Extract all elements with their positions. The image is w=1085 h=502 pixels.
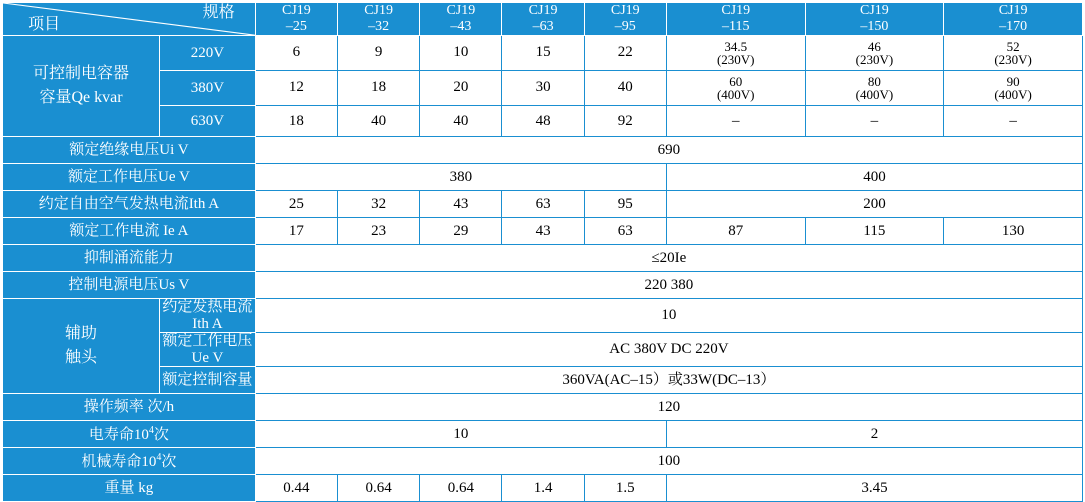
capacity-main: 15: [535, 44, 551, 61]
aux-row-value: 360VA(AC–15）或33W(DC–13）: [255, 367, 1082, 394]
capacity-value: [338, 71, 420, 106]
capacity-label-line1: 可控制电容器: [33, 65, 130, 83]
model-header-cell: [255, 3, 337, 36]
model-name-line2: –32: [368, 19, 390, 35]
model-name-line1: CJ19: [998, 3, 1028, 18]
row-value: 130: [944, 218, 1083, 245]
capacity-value: –: [666, 106, 805, 137]
model-name-line2: –63: [532, 19, 554, 35]
voltage-label-220v: 220V: [160, 36, 256, 71]
capacity-main: 30: [535, 79, 551, 96]
capacity-main: 9: [374, 44, 383, 61]
row-label: 约定自由空气发热电流Ith A: [3, 191, 256, 218]
row-value: 23: [338, 218, 420, 245]
capacity-group-label: [3, 36, 160, 137]
row-value: 87: [666, 218, 805, 245]
model-name-line1: CJ19: [282, 3, 311, 18]
row-value: 17: [255, 218, 337, 245]
model-name-line2: –150: [860, 19, 889, 35]
capacity-row-220v: [3, 36, 1083, 71]
capacity-value: [255, 71, 337, 106]
capacity-value: 40: [338, 106, 420, 137]
row-label: 抑制涌流能力: [3, 245, 256, 272]
row-label: 额定工作电流 Ie A: [3, 218, 256, 245]
row-label: 重量 kg: [3, 475, 256, 502]
capacity-label-line2: 容量Qe kvar: [39, 89, 123, 107]
capacity-sub: (230V): [716, 52, 755, 68]
capacity-main: 20: [453, 79, 469, 96]
table-header-row: [3, 3, 1083, 36]
row-rated-insulation-voltage: [3, 137, 1083, 164]
capacity-main: 34.5: [724, 38, 748, 54]
capacity-main: 18: [371, 79, 387, 96]
model-header-cell: [584, 3, 666, 36]
model-name-line2: –43: [450, 19, 472, 35]
row-rated-operating-current: [3, 218, 1083, 245]
model-header-cell: [805, 3, 944, 36]
row-label: 控制电源电压Us V: [3, 272, 256, 299]
capacity-main: 10: [453, 44, 469, 61]
capacity-sub: (230V): [855, 52, 894, 68]
row-label: [3, 421, 256, 448]
row-rated-operating-voltage: [3, 164, 1083, 191]
capacity-sub: (400V): [716, 87, 755, 103]
corner-header-cell: [3, 3, 256, 36]
model-header-cell: [338, 3, 420, 36]
row-value: 32: [338, 191, 420, 218]
model-name-line1: CJ19: [721, 3, 751, 18]
aux-row-label: 额定控制容量: [160, 367, 256, 394]
row-label: 额定工作电压Ue V: [3, 164, 256, 191]
capacity-value: [944, 36, 1083, 71]
aux-row-thermal-current: [3, 299, 1083, 333]
row-value: 0.64: [420, 475, 502, 502]
row-value: 220 380: [255, 272, 1082, 299]
row-value: 29: [420, 218, 502, 245]
capacity-main: 6: [292, 44, 301, 61]
capacity-main: 80: [867, 73, 881, 89]
row-value: 2: [666, 421, 1082, 448]
aux-row-rated-control-capacity: [3, 367, 1083, 394]
row-inrush-suppression: [3, 245, 1083, 272]
model-name-line1: CJ19: [860, 3, 889, 18]
capacity-value: 48: [502, 106, 584, 137]
capacity-sub: (230V): [994, 52, 1032, 68]
capacity-row-380v: [3, 71, 1083, 106]
row-label-text: 电寿命$10^4$次: [88, 424, 169, 443]
row-value: 100: [255, 448, 1082, 475]
capacity-value: [420, 71, 502, 106]
capacity-sub: (400V): [994, 87, 1032, 103]
spec-table-page: [0, 2, 1085, 496]
capacity-value: [584, 36, 666, 71]
row-value: 0.64: [338, 475, 420, 502]
capacity-main: 22: [617, 44, 633, 61]
row-value: ≤20Ie: [255, 245, 1082, 272]
model-name-line1: CJ19: [446, 3, 476, 18]
row-operating-frequency: [3, 394, 1083, 421]
row-value: 120: [255, 394, 1082, 421]
capacity-value: [255, 36, 337, 71]
row-label: [3, 448, 256, 475]
row-value: 10: [255, 421, 666, 448]
capacity-value: [338, 36, 420, 71]
row-value: 25: [255, 191, 337, 218]
capacity-value: 92: [584, 106, 666, 137]
aux-row-value: AC 380V DC 220V: [255, 333, 1082, 367]
row-value: 115: [805, 218, 944, 245]
model-header-cell: [502, 3, 584, 36]
model-name-line1: CJ19: [528, 3, 558, 18]
capacity-value: [666, 36, 805, 71]
capacity-value: [502, 36, 584, 71]
row-electrical-life: [3, 421, 1083, 448]
row-label: 操作频率 次/h: [3, 394, 256, 421]
capacity-sub: (400V): [855, 87, 894, 103]
capacity-value: [666, 71, 805, 106]
model-name-line2: –170: [999, 19, 1028, 35]
voltage-label-630v: 630V: [160, 106, 256, 137]
row-mechanical-life: [3, 448, 1083, 475]
row-value: 63: [584, 218, 666, 245]
row-label-text: 机械寿命$10^4$次: [81, 451, 177, 470]
row-value: 200: [666, 191, 1082, 218]
aux-row-label: 额定工作电压Ue V: [160, 333, 256, 367]
row-label: 额定绝缘电压Ui V: [3, 137, 256, 164]
capacity-main: 60: [729, 73, 743, 89]
voltage-label-380v: 380V: [160, 71, 256, 106]
capacity-value: 18: [255, 106, 337, 137]
capacity-value: 40: [420, 106, 502, 137]
row-value: 380: [255, 164, 666, 191]
capacity-value: [805, 36, 944, 71]
capacity-main: 52: [1006, 38, 1020, 54]
corner-row-label: 项目: [28, 15, 61, 33]
capacity-value: –: [944, 106, 1083, 137]
capacity-main: 90: [1006, 73, 1020, 89]
corner-col-label: 规格: [202, 4, 235, 21]
capacity-value: –: [805, 106, 944, 137]
model-header-cell: [944, 3, 1083, 36]
capacity-value: [944, 71, 1083, 106]
row-value: 43: [420, 191, 502, 218]
row-value: 1.5: [584, 475, 666, 502]
capacity-value: [420, 36, 502, 71]
aux-row-label: 约定发热电流Ith A: [160, 299, 256, 333]
capacity-value: [584, 71, 666, 106]
row-value: 95: [584, 191, 666, 218]
capacity-value: [502, 71, 584, 106]
capacity-main: 12: [288, 79, 304, 96]
capacity-row-630v: [3, 106, 1083, 137]
capacity-value: [805, 71, 944, 106]
aux-label-line1: 辅助: [65, 325, 98, 343]
aux-group-label: [3, 299, 160, 394]
row-value: 3.45: [666, 475, 1082, 502]
row-value: 43: [502, 218, 584, 245]
model-name-line1: CJ19: [364, 3, 394, 18]
model-name-line2: –25: [285, 19, 307, 35]
specification-table: [2, 2, 1083, 502]
row-conventional-free-air-thermal-current: [3, 191, 1083, 218]
model-header-cell: [666, 3, 805, 36]
row-value: 400: [666, 164, 1082, 191]
model-name-line2: –115: [721, 19, 750, 35]
capacity-main: 46: [867, 38, 881, 54]
aux-row-rated-operating-voltage: [3, 333, 1083, 367]
row-value: 63: [502, 191, 584, 218]
model-name-line2: –95: [614, 19, 636, 35]
row-value: 690: [255, 137, 1082, 164]
row-value: 1.4: [502, 475, 584, 502]
aux-row-value: 10: [255, 299, 1082, 333]
model-name-line1: CJ19: [610, 3, 640, 18]
row-value: 0.44: [255, 475, 337, 502]
row-control-supply-voltage: [3, 272, 1083, 299]
model-header-cell: [420, 3, 502, 36]
capacity-main: 40: [617, 79, 633, 96]
aux-label-line2: 触头: [65, 349, 98, 367]
row-weight: [3, 475, 1083, 502]
